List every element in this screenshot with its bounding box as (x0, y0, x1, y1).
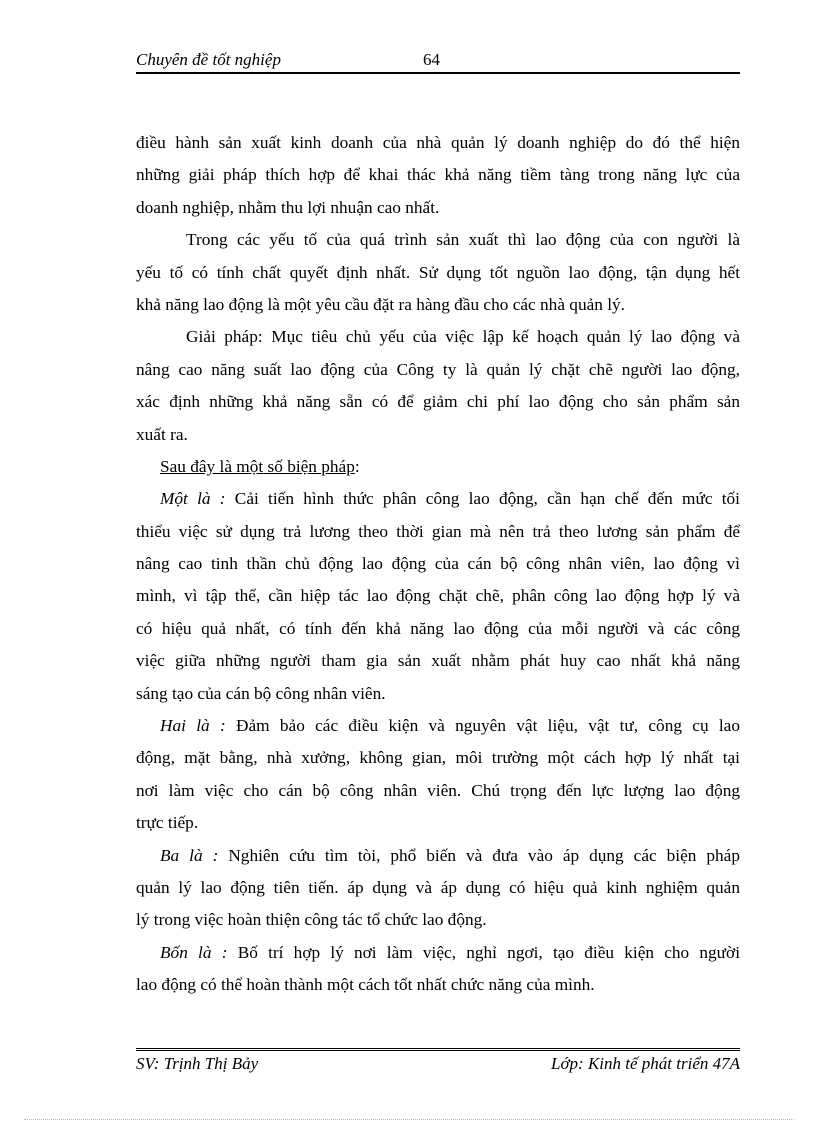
line-text: yếu tố có tính chất quyết định nhất. Sử dụng tốt nguồn lao động, tận dụng hết (136, 262, 740, 282)
paragraph (136, 127, 740, 224)
line-text: Giải pháp: Mục tiêu chủ yếu của việc lập kế hoạch quản lý lao động và (186, 327, 740, 347)
line-text: mình, vì tập thể, cần hiệp tác lao động chặt chẽ, phân công lao động hợp lý và (136, 586, 740, 606)
line-text: có hiệu quả nhất, có tính đến khả năng lao động của mỗi người và các công (136, 618, 740, 638)
paragraph (136, 483, 740, 710)
line-text: quản lý lao động tiên tiến. áp dụng và áp dụng có hiệu quả kinh nghiệm quản (136, 877, 740, 897)
text-line (136, 904, 740, 936)
text-line (136, 159, 740, 191)
paragraph (136, 224, 740, 321)
item-label: Một là : (160, 489, 226, 509)
header-title: Chuyên đề tốt nghiệp (136, 50, 281, 69)
line-text: Nghiên cứu tìm tòi, phổ biến và đưa vào áp dụng các biện pháp (218, 845, 740, 865)
item-label: Hai là : (160, 716, 226, 736)
line-text: nâng cao tinh thần chủ động lao động của cán bộ công nhân viên, lao động vì (136, 554, 740, 574)
line-text: nâng cao năng suất lao động của Công ty là quản lý chặt chẽ người lao động, (136, 359, 740, 379)
text-line (136, 742, 740, 774)
page-edge (24, 1119, 794, 1120)
line-text: lý trong việc hoàn thiện công tác tổ chức lao động. (136, 910, 487, 930)
line-text: thiểu việc sử dụng trả lương theo thời gian mà nên trả theo lương sản phẩm để (136, 521, 740, 541)
section-heading: Sau đây là một số biện pháp (160, 456, 355, 476)
text-line (136, 289, 740, 321)
text-line (136, 386, 740, 418)
line-text: doanh nghiệp, nhằm thu lợi nhuận cao nhất. (136, 197, 440, 217)
text-line (136, 257, 740, 289)
text-line (136, 807, 740, 839)
colon: : (354, 456, 360, 476)
text-line (136, 354, 740, 386)
text-line (136, 419, 740, 451)
line-text: lao động có thể hoàn thành một cách tốt nhất chức năng của mình. (136, 975, 595, 995)
footer-class: Lớp: Kinh tế phát triển 47A (551, 1054, 740, 1073)
footer-divider (136, 1048, 740, 1051)
line-text: Bố trí hợp lý nơi làm việc, nghỉ ngơi, tạo điều kiện cho người (227, 942, 740, 962)
text-line (136, 548, 740, 580)
line-text: điều hành sản xuất kinh doanh của nhà quản lý doanh nghiệp do đó thể hiện (136, 133, 740, 152)
line-text: khả năng lao động là một yêu cầu đặt ra hàng đầu cho các nhà quản lý. (136, 294, 625, 314)
page-header (136, 48, 740, 74)
text-line (136, 127, 740, 159)
text-line (136, 678, 740, 710)
line-text: sáng tạo của cán bộ công nhân viên. (136, 683, 386, 703)
item-label: Bốn là : (160, 942, 228, 962)
line-text: Đảm bảo các điều kiện và nguyên vật liệu, vật tư, công cụ lao (225, 716, 740, 736)
page-number: 64 (423, 50, 440, 69)
text-line (136, 969, 740, 1001)
text-line (136, 451, 740, 483)
line-text: nơi làm việc cho cán bộ công nhân viên. Chú trọng đến lực lượng lao động (136, 780, 740, 800)
text-line (136, 710, 740, 742)
text-line (136, 224, 740, 256)
line-text: xác định những khả năng sẵn có để giảm chi phí lao động cho sản phẩm sản (136, 392, 740, 412)
line-text: Cải tiến hình thức phân công lao động, cần hạn chế đến mức tối (225, 489, 740, 509)
item-label: Ba là : (160, 845, 219, 865)
line-text: xuất ra. (136, 424, 188, 444)
text-line (136, 613, 740, 645)
paragraph (136, 710, 740, 840)
document-body (136, 127, 740, 1002)
line-text: Trong các yếu tố của quá trình sản xuất thì lao động của con người là (186, 230, 740, 250)
line-text: việc giữa những người tham gia sản xuất nhằm phát huy cao nhất khả năng (136, 651, 740, 671)
line-text: trực tiếp. (136, 813, 199, 833)
footer-student: SV: Trịnh Thị Bảy (136, 1054, 259, 1073)
text-line (136, 840, 740, 872)
text-line (136, 483, 740, 515)
paragraph (136, 840, 740, 937)
text-line (136, 516, 740, 548)
line-text: động, mặt bằng, nhà xưởng, không gian, môi trường một cách hợp lý nhất tại (136, 748, 740, 768)
paragraph (136, 937, 740, 1002)
text-line (136, 645, 740, 677)
text-line (136, 872, 740, 904)
text-line (136, 580, 740, 612)
text-line (136, 937, 740, 969)
paragraph (136, 321, 740, 451)
paragraph (136, 451, 740, 483)
line-text: những giải pháp thích hợp để khai thác khả năng tiềm tàng trong năng lực của (136, 165, 740, 185)
text-line (136, 775, 740, 807)
text-line (136, 192, 740, 224)
text-line (136, 321, 740, 353)
